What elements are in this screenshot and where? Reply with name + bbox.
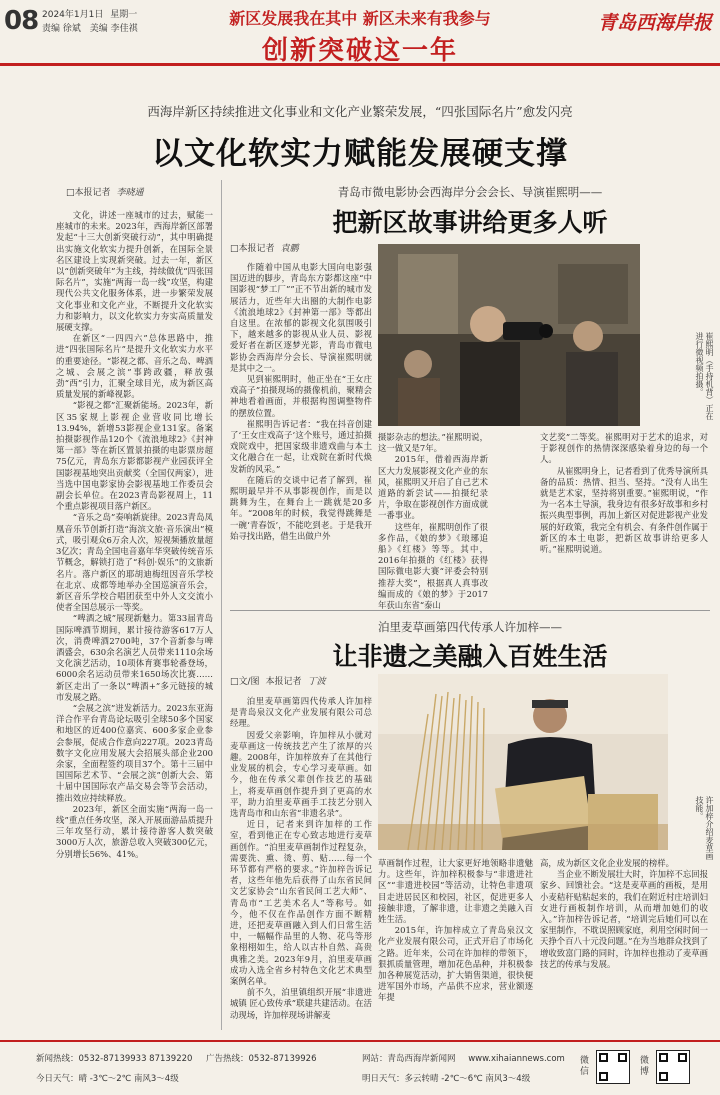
story2-paragraph: 近日，记者来到许加梓的工作室，看到他正在专心致志地进行麦草画创作。“泊里麦草画制作过程复杂，需要洗、熏、烫、剪、贴……每一个环节都有严格的要求。”许加梓告诉记者，这些年他先后获得了山东省民间文艺家协会“山东省民间工艺大师”、青岛市“工艺美术名人”等称号。如今，他不仅在作品创作方面不断精进，还把麦草画融入到人们日常生活中，一幅幅作品里的人物、花鸟等形象栩栩如生，给人以古朴自然、高贵典雅之美。2023年9月，泊里麦草画成功入选全省乡村特色文化艺术典型案例名单。	[230, 819, 372, 987]
section-divider	[230, 610, 710, 611]
story1-photo	[378, 244, 640, 426]
section-title: 创新突破这一年	[261, 36, 458, 66]
story1-column-2	[378, 432, 488, 611]
story2-paragraph: 泊里麦草画第四代传承人许加梓是青岛泉汉文化产业发展有限公司总经理。	[230, 696, 372, 729]
story1-paragraph: 见到崔熙明时，他正坐在“王女庄戏高子”拍摄现场的摄像机前，聚精会神地看着画面，并根据构图调整物件的摆放位置。	[230, 374, 372, 418]
weibo-qr-label: 微博	[640, 1056, 650, 1077]
story1-byline	[230, 241, 299, 254]
story2-column-3	[540, 858, 708, 1030]
website-label: 网站：	[362, 1054, 388, 1064]
issue-date: 2024年1月1日	[42, 10, 104, 20]
weather-today-label: 今日天气：	[36, 1074, 79, 1084]
weather-today-value: 晴 -3℃～2℃ 南风3～4级	[78, 1074, 179, 1084]
lead-paragraph: 在新区“一四四六”总体思路中，推进“四张国际名片”是提升文化软实力水平的重要途径。“影视之都、音乐之岛、啤酒之城、会展之滨”事跨政疆，释放强劲“西”引力，汇聚全球目光，成为新区高质量发展的新峰视影。	[56, 333, 213, 400]
lead-headline: 以文化软实力赋能发展硬支撑	[152, 136, 568, 172]
story1-headline: 把新区故事讲给更多人听	[332, 208, 608, 237]
story1-byline-label: □本报记者	[230, 244, 275, 254]
page-number: 08	[4, 6, 39, 36]
weibo-qr-code[interactable]	[656, 1050, 690, 1084]
story2-photo	[378, 674, 668, 850]
story2-paragraph: 高，成为新区文化企业发展的榜样。	[540, 858, 674, 868]
website-url[interactable]: www.xihaiannews.com	[468, 1054, 565, 1064]
story2-kicker: 泊里麦草画第四代传承人许加梓——	[378, 620, 562, 634]
designer-credit: 美编 李佳祺	[89, 24, 138, 34]
story1-column-1	[230, 262, 372, 550]
story2-paragraph: 草画制作过程，让大家更好地领略非遗魅力。这些年，许加梓积极参与“非遗进社区”“非遗进校园”等活动，让特色非遗项目走进居民区和校园，社区，促进更多人接触非遗，了解非遗，让非遗之美融入百姓生活。	[378, 858, 533, 925]
story1-paragraph: 从崔熙明身上，记者看到了优秀导演所具备的品质：热情、担当、坚持。“没有人出生就是艺术家，坚持将别重要。”崔熙明说，“作为一名本土导演，我身边有很多好故事和乡村振兴典型事例，再加上新区对促进影视产业发展的好政策，我完全有机会、有条件创作属于新区的本土电影，把新区故事讲给更多人听。”崔熙明说道。	[540, 465, 708, 555]
lead-paragraph: “啤酒之城”展现新魅力。第33届青岛国际啤酒节期间，累计接待游客617万人次，消费啤酒2700吨，37个音新参与啤酒盛会，630余名演艺人员带来1110余场文化演艺活动，10项体育赛事轮番登场，6000余名运动员带来1650场次比赛……新区走出了一条以“啤酒+”多元链接的城市发展之路。	[56, 613, 213, 702]
lead-kicker: 西海岸新区持续推进文化事业和文化产业繁荣发展，“四张国际名片”愈发闪亮	[147, 104, 573, 119]
wechat-qr-code[interactable]	[596, 1050, 630, 1084]
page-footer	[0, 1040, 720, 1095]
story2-byline-role: 本报记者	[265, 677, 302, 687]
lead-paragraph: “影视之都”汇聚新能场。2023年，新区35家规上影视企业营收同比增长13.94%，新增53影视企业131家。备案拍摄影视作品120个《流浪地球2》《封神第一部》等在新区置景拍摄的电影票房超75亿元，青岛东方影都影视产业园获评全国影视基地突出贡献奖（全国仅两家），进当选中国电影家协会影视基地工作委员会副会长单位。在2023青岛影视周上，11个重点影视项目落户新区。	[56, 400, 213, 512]
story1-paragraph: 作随着中国从电影大国向电影强国迈进的脚步，青岛东方影都这座“中国影视“梦工厂””正不节出新的城市发展活力，近些年大出圈的大制作电影《流浪地球2》《封神第一部》等都出自这里。在浓郁的影视文化氛围吸引下，越来越多的影视从业人员、影视爱好者在新区逐梦光影，青岛市微电影协会西海岸分会长、导演崔熙明就是其中之一。	[230, 262, 372, 373]
story1-paragraph: 崔熙明告诉记者：“我在抖音创建了‘王女庄戏高子’这个账号，通过拍摄戏院戏中，把国家级非遗戏曲与本土文化融合在一起，让戏院在新时代焕发新的风采。”	[230, 418, 372, 474]
lead-body	[56, 210, 213, 1030]
ad-hotline-number: 0532-87139926	[248, 1054, 317, 1064]
lead-paragraph: 文化，讲述一座城市的过去，赋能一座城市的未来。2023年，西海岸新区部署发起“十三大创新突破行动”，其中明确提出实施文化软实力提升创新，在国际全景名区建设上实现新突破。过去一年，新区以“创新突破年”为主线，持续做优“四张国际名片”，实施“两海一岛一线”攻坚，构建现代公共文化服务体系，进一步繁荣发展文化事业和文化产业，不断提升文化软实力和影响力，以文化软实力夯实高质量发展硬支撑。	[56, 210, 213, 333]
wheat-straw-art-photo	[378, 674, 668, 850]
story1-paragraph: 摄影杂志的想法。”崔熙明说，这一做又是7年。	[378, 432, 488, 454]
story2-headline: 让非遗之美融入百姓生活	[332, 642, 608, 671]
column-divider	[221, 180, 222, 1030]
story2-photo-caption: 许加梓介绍麦草画技能。	[695, 796, 714, 860]
header-slogan: 新区发展我在其中 新区未来有我参与	[229, 9, 491, 28]
director-filming-photo	[378, 244, 640, 426]
story1-paragraph: 这些年，崔熙明创作了很多作品，《娘的梦》《琅琊追船》《红楼》等等。其中，2016年拍摄的《红楼》获得国际微电影大赛“评委会特别推荐大奖”，根据真人真事改编而成的《娘的梦》于2017年获山东省“泰山	[378, 521, 488, 611]
story1-paragraph: 在随后的交谈中记者了解到，崔熙明最早并不从事影视创作，而是以跳舞为生，在舞台上一跳就是20多年。“2008年的时候，我觉得跳舞是一碗‘青春饭’，不能吃到老。于是我开始寻找出路，借生出做户外	[230, 474, 372, 541]
wechat-qr-label: 微信	[580, 1056, 590, 1077]
story2-column-2	[378, 858, 533, 1030]
editor-credit: 责编 徐斌	[42, 24, 81, 34]
ad-hotline-label: 广告热线：	[206, 1054, 249, 1064]
lead-byline-label: □本报记者	[66, 188, 111, 198]
weather-tomorrow-value: 多云转晴 -2℃～6℃ 南风3～4级	[404, 1074, 531, 1084]
lead-paragraph: “音乐之岛”奏响新旋律。2023青岛凤凰音乐节创新打造“海滨文旅·音乐演出”模式，吸引观众6万余人次，短视频播放量超3亿次；青岛全国电音嘉年华突破传统音乐节概念，解锁打造了“科创·娱乐”的文旅新名片。落户新区的耶胡迪梅纽因音乐学校在北京、成都等地举办全国巡演音乐会，新区音乐学校合唱团获至中外人文交流小使者全国总展示一等奖。	[56, 512, 213, 613]
website	[362, 1052, 565, 1064]
story2-paragraph: 当企业不断发展壮大时，许加梓不忘回报家乡、回馈社会。“这是麦草画的画板，是用小麦秸秆贴粘起来的，我们在附近村庄培训妇女进行画板制作培训，从而增加她们的收入。”许加梓告诉记者，“培训完后她们可以在家里制作，不耽误照顾家庭，利用空闲时间一天挣个百八十元没问题。”在为当地群众找到了增收致富门路的同时，许加梓也推动了麦草画技艺的传承与发展。	[540, 869, 708, 969]
news-hotline-label: 新闻热线：	[36, 1054, 79, 1064]
story2-paragraph: 因爱父亲影响，许加梓从小就对麦草画这一传统技艺产生了浓厚的兴趣。2008年，许加梓放弃了在其他行业发展的机会，专心学习麦草画。如今，他在传承父辈创作技艺的基础上，将麦草画创作提升到了更高的水平，助力泊里麦草画手工技艺分别入选青岛市和山东省“非遗名录”。	[230, 729, 372, 819]
story2-column-1	[230, 696, 372, 1030]
story2-byline-label: □文/图	[230, 677, 260, 687]
lead-byline	[66, 185, 144, 198]
story1-paragraph: 2015年，借着西海岸新区大力发展影视文化产业的东风，崔熙明又开启了自己艺术道路的新尝试——拍摄纪录片，争取在影视创作方面成就一番事业。	[378, 454, 488, 521]
news-hotline	[36, 1052, 192, 1064]
lead-paragraph: 2023年，新区全面实施“两海一岛一线”重点任务攻坚，深入开展面游品质提升三年攻坚行动，累计接待游客人数突破3000万人次，旅游总收入突破300亿元，分别增长56%、41%。	[56, 803, 213, 859]
story2-byline-name: 丁波	[307, 677, 326, 687]
story1-kicker: 青岛市微电影协会西海岸分会会长、导演崔熙明——	[337, 185, 603, 199]
weather-tomorrow-label: 明日天气：	[362, 1074, 405, 1084]
story1-paragraph: 文艺奖”二等奖。崔熙明对于艺术的追求，对于影视创作的热情深深感染着身边的每一个人。	[540, 432, 708, 465]
story2-paragraph: 前不久，泊里镇组织开展“非遗进城镇 匠心致传承”联建共建活动。在活动现场，许加梓现场讲解麦	[230, 987, 372, 1020]
lead-byline-name: 李晓通	[116, 188, 144, 198]
story1-column-3	[540, 432, 708, 604]
weather-today	[36, 1072, 179, 1084]
lead-paragraph: “会展之滨”迸发新活力。2023东亚海洋合作平台青岛论坛吸引全球50多个国家和地区的近400位嘉宾、600多家企业参会参展，促成合作意向227项。2023青岛数字文化应用发展大会招展头部企业200余家，全面程签约项目37个。第十三届中国国际艺术节、“会展之滨”创新大会、第十届中国国际农产品交易会等节会活动，推出效应持续释放。	[56, 702, 213, 803]
ad-hotline	[206, 1052, 316, 1064]
weather-tomorrow	[362, 1072, 530, 1084]
story2-byline	[230, 674, 326, 687]
issue-weekday: 星期一	[110, 10, 138, 20]
story2-paragraph: 2015年，许加梓成立了青岛泉汉文化产业发展有限公司，正式开启了市场化之路。近年来，公司在许加梓的带领下，狠抓质量管理，增加花色品种，并积极参加各种展览活动，扩大销售渠道，很快便进军国外市场，产品供不应求，营业额逐年提	[378, 925, 533, 1003]
page-header	[0, 0, 720, 66]
story1-photo-caption: 崔熙明（手持机背）正在进行微视频拍摄。	[695, 332, 714, 420]
story1-byline-name: 袁鹏	[280, 244, 299, 254]
website-name: 青岛西海岸新闻网	[387, 1054, 456, 1064]
news-hotline-number: 0532-87139933 87139220	[78, 1054, 193, 1064]
newspaper-logo: 青岛西海岸报	[597, 12, 712, 34]
